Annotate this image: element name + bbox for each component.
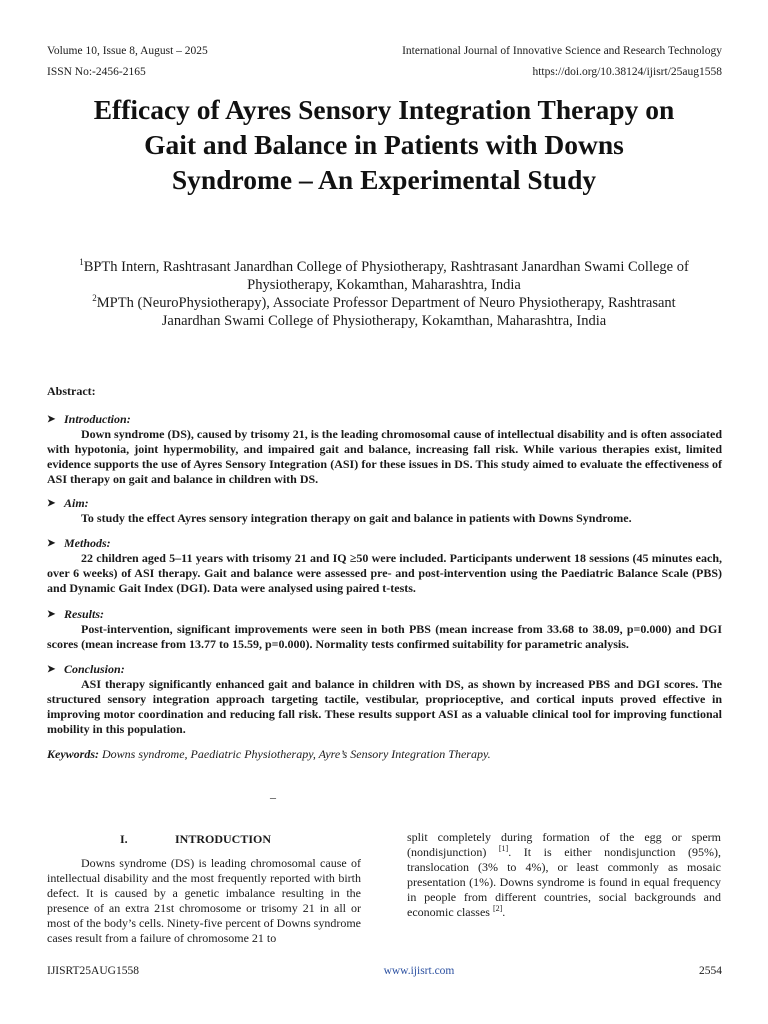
affiliation-mark-2: 2 <box>92 293 97 304</box>
body-column-right <box>407 830 721 920</box>
abstract-label: Abstract: <box>47 384 96 398</box>
methods-heading: Methods: <box>64 536 111 550</box>
arrow-bullet-icon: ➤ <box>47 664 56 675</box>
introduction-heading: Introduction: <box>64 412 131 426</box>
running-header-bottom <box>47 65 722 79</box>
abstract-aim <box>47 496 722 526</box>
abstract-conclusion <box>47 662 722 737</box>
conclusion-body: ASI therapy significantly enhanced gait and balance in children with DS, as shown by increased PBS and DGI scores. The structured sensory integration approach targeting tactile, vestibular, proprioceptive, and cortical inputs proved effective in improving motor coordination and reducing fall risk. These results support ASI as a valuable clinical tool for improving functional mobility in this population. <box>47 677 722 736</box>
section-heading <box>47 830 361 856</box>
aim-heading: Aim: <box>64 496 89 510</box>
aim-body: To study the effect Ayres sensory integration therapy on gait and balance in patients with Downs Syndrome. <box>81 511 632 525</box>
intro-paragraph-left: Downs syndrome (DS) is leading chromosomal cause of intellectual disability and the most frequently reported with birth defect. It is caused by a genetic imbalance resulting in the presence of an extra 21st chromosome or trisomy 21 in all or most of the body’s cells. Ninety-five percent of Downs syndrome cases result from a failure of chromosome 21 to <box>47 856 361 945</box>
citation-2[interactable]: [2] <box>492 904 503 913</box>
keywords-text: Downs syndrome, Paediatric Physiotherapy, Ayre’s Sensory Integration Therapy. <box>102 747 491 761</box>
title-line-2: Gait and Balance in Patients with Downs <box>144 129 624 160</box>
body-column-left <box>47 830 361 946</box>
page-number: 2554 <box>698 965 722 977</box>
abstract-introduction <box>47 412 722 487</box>
affiliation-2-line-1: $^2$MPTh (NeuroPhysiotherapy), Associate Professor Department of Neuro Physiotherapy, Rashtrasant <box>92 293 676 311</box>
arrow-bullet-icon: ➤ <box>47 609 56 620</box>
doi-link[interactable]: https://doi.org/10.38124/ijisrt/25aug1558 <box>532 66 722 78</box>
running-header-top <box>47 44 722 58</box>
citation-1[interactable]: [1] <box>498 844 509 853</box>
abstract-methods <box>47 536 722 596</box>
results-heading: Results: <box>64 607 105 621</box>
separator-dash: – <box>270 790 276 804</box>
results-body: Post-intervention, significant improvements were seen in both PBS (mean increase from 33.68 to 38.09, p=0.000) and DGI scores (mean increase from 13.77 to 15.59, p=0.000). Normality tests confirmed suitability for parametric analysis. <box>47 622 722 651</box>
section-title: INTRODUCTION <box>175 832 272 846</box>
methods-body: 22 children aged 5–11 years with trisomy 21 and IQ ≥50 were included. Participants underwent 18 sessions (45 minutes each, over 6 weeks) of ASI therapy. Gait and balance were assessed pre- and post-intervention using the Paediatric Balance Scale (PBS) and Dynamic Gait Index (DGI). Data were analysed using paired t-tests. <box>47 551 722 595</box>
issn: ISSN No:-2456-2165 <box>47 66 146 78</box>
affiliation-1-line-1: $^1$BPTh Intern, Rashtrasant Janardhan College of Physiotherapy, Rashtrasant Janardhan Swami College of <box>79 257 689 275</box>
page-footer <box>47 965 722 977</box>
affiliation-mark-1: 1 <box>79 257 84 268</box>
arrow-bullet-icon: ➤ <box>47 538 56 549</box>
affiliation-1-line-2: Physiotherapy, Kokamthan, Maharashtra, India <box>247 277 521 293</box>
keywords <box>47 747 491 762</box>
journal-website-link[interactable]: www.ijisrt.com <box>383 965 455 977</box>
conclusion-heading: Conclusion: <box>64 662 125 676</box>
section-number: I. <box>120 832 128 846</box>
affiliation-2-line-2: Janardhan Swami College of Physiotherapy, Kokamthan, Maharashtra, India <box>161 313 607 329</box>
volume-issue: Volume 10, Issue 8, August – 2025 <box>47 45 208 57</box>
introduction-body: Down syndrome (DS), caused by trisomy 21, is the leading chromosomal cause of intellectual disability and is often associated with hypotonia, joint hypermobility, and impaired gait and balance, increasing fall risk. While various therapies exist, limited evidence supports the use of Ayres Sensory Integration (ASI) for these issues in DS. This study aimed to evaluate the effectiveness of ASI therapy on gait and balance in children with DS. <box>47 427 722 486</box>
article-code: IJISRT25AUG1558 <box>47 965 139 977</box>
intro-paragraph-right: split completely during formation of the egg or sperm (nondisjunction) [1]. It is either nondisjunction (95%), translocation (3% to 4%), or least commonly as mosaic presentation (1%). Downs syndrome is found in equal frequency in people from different countries, social backgrounds and economic classes [2]. <box>407 830 721 919</box>
paper-title <box>30 92 738 197</box>
arrow-bullet-icon: ➤ <box>47 414 56 425</box>
abstract-results <box>47 607 722 652</box>
affiliations <box>30 258 738 330</box>
journal-name: International Journal of Innovative Science and Research Technology <box>402 45 722 57</box>
title-line-1: Efficacy of Ayres Sensory Integration Therapy on <box>93 94 675 125</box>
keywords-label: Keywords: <box>47 747 99 761</box>
title-line-3: Syndrome – An Experimental Study <box>171 164 597 195</box>
arrow-bullet-icon: ➤ <box>47 498 56 509</box>
